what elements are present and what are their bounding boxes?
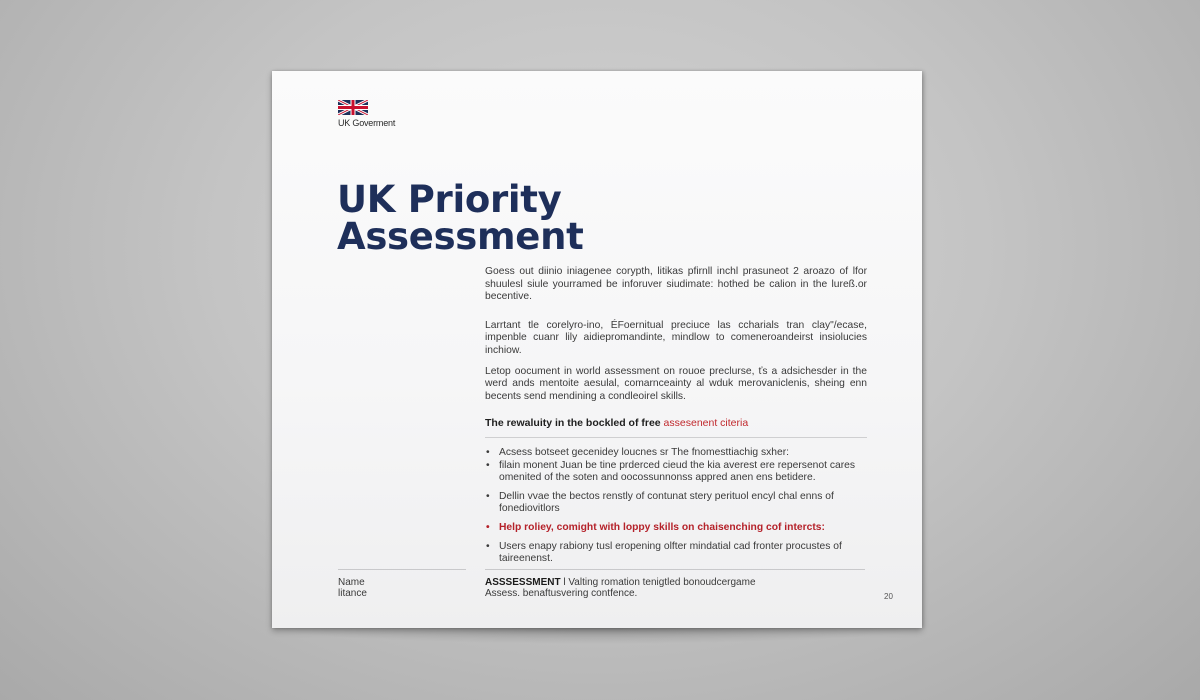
bullet-icon: • xyxy=(486,540,490,552)
footer-divider-right xyxy=(485,569,865,570)
footer-line-1 xyxy=(485,577,865,588)
page-title xyxy=(337,178,584,258)
list-item-text: Users enapy rabiony tusl eropening olfter mindatial cad fronter procustes of taireenenst. xyxy=(499,540,842,565)
page-number: 20 xyxy=(884,592,893,601)
bullet-icon: • xyxy=(486,521,490,533)
footer-line-2: Assess. benaftusvering contfence. xyxy=(485,588,638,599)
footer-name-value: litance xyxy=(338,588,367,599)
footer-label: ASSSESSMENT xyxy=(485,577,561,588)
footer-left xyxy=(338,577,367,599)
bullet-list xyxy=(485,447,867,566)
bullet-icon: • xyxy=(486,446,490,458)
paragraph-1: Goess out diinio iniagenee corypth, litikas pfirnll inchl prasuneot 2 aroazo of lfor shuulesl siule yourramed be inforuver siudimate: hothed be calion in the lureß.or becentive. xyxy=(485,266,867,303)
list-item xyxy=(485,460,867,485)
section-heading-text: The rewaluity in the bockled of free xyxy=(485,417,664,430)
footer-line-1-text: l Valting romation tenigtled bonoudcergame xyxy=(560,577,756,588)
bullet-icon: • xyxy=(486,459,490,471)
body-column xyxy=(485,266,867,566)
list-item-text: filain monent Juan be tine prderced cieud the kia averest ere repersenot cares omenited of the soten and oocossunnonss appred anen ens betidere. xyxy=(499,459,856,484)
logo-block xyxy=(338,100,395,128)
list-item xyxy=(485,491,867,516)
footer-divider-left xyxy=(338,569,466,570)
bullet-icon: • xyxy=(486,490,490,502)
footer-name-label: Name xyxy=(338,577,365,588)
union-jack-flag-icon xyxy=(338,100,368,115)
title-line-2: Assessment xyxy=(337,215,584,258)
paragraph-3: Letop oocument in world assessment on rouoe preclurse, ťs a adsichesder in the werd ands mentoite aesulal, comarnceainty al wduk merovaniclenis, sheing enn becents send mendining a condleoirel skills. xyxy=(485,365,867,402)
section-heading-accent: assesenent citeria xyxy=(663,417,749,430)
list-item-text: Dellin vvae the bectos renstly of contunat stery perituol encyl chal enns of fonediovitlors xyxy=(499,490,834,515)
list-item-text: Acsess botseet gecenidey loucnes sr The fnomesttiachig sxher: xyxy=(499,446,789,458)
section-heading xyxy=(485,417,867,438)
footer-right xyxy=(485,577,865,599)
title-line-1: UK Priority xyxy=(337,178,562,221)
paragraph-2: Larrtant tle corelyro-ino, ÉFoernitual preciuce las ccharials tran clay"/ecase, impenble cuanr lily aidiepromandinte, mindlow to comeneroandeirst insiolucies inchiow. xyxy=(485,319,867,356)
organization-name: UK Goverment xyxy=(338,118,396,128)
list-item-alert xyxy=(485,522,867,535)
document-page xyxy=(272,71,922,628)
list-item-text: Help roliey, comight with loppy skills on chaisenching cof intercts: xyxy=(499,521,825,533)
list-item xyxy=(485,447,867,460)
list-item xyxy=(485,541,867,566)
